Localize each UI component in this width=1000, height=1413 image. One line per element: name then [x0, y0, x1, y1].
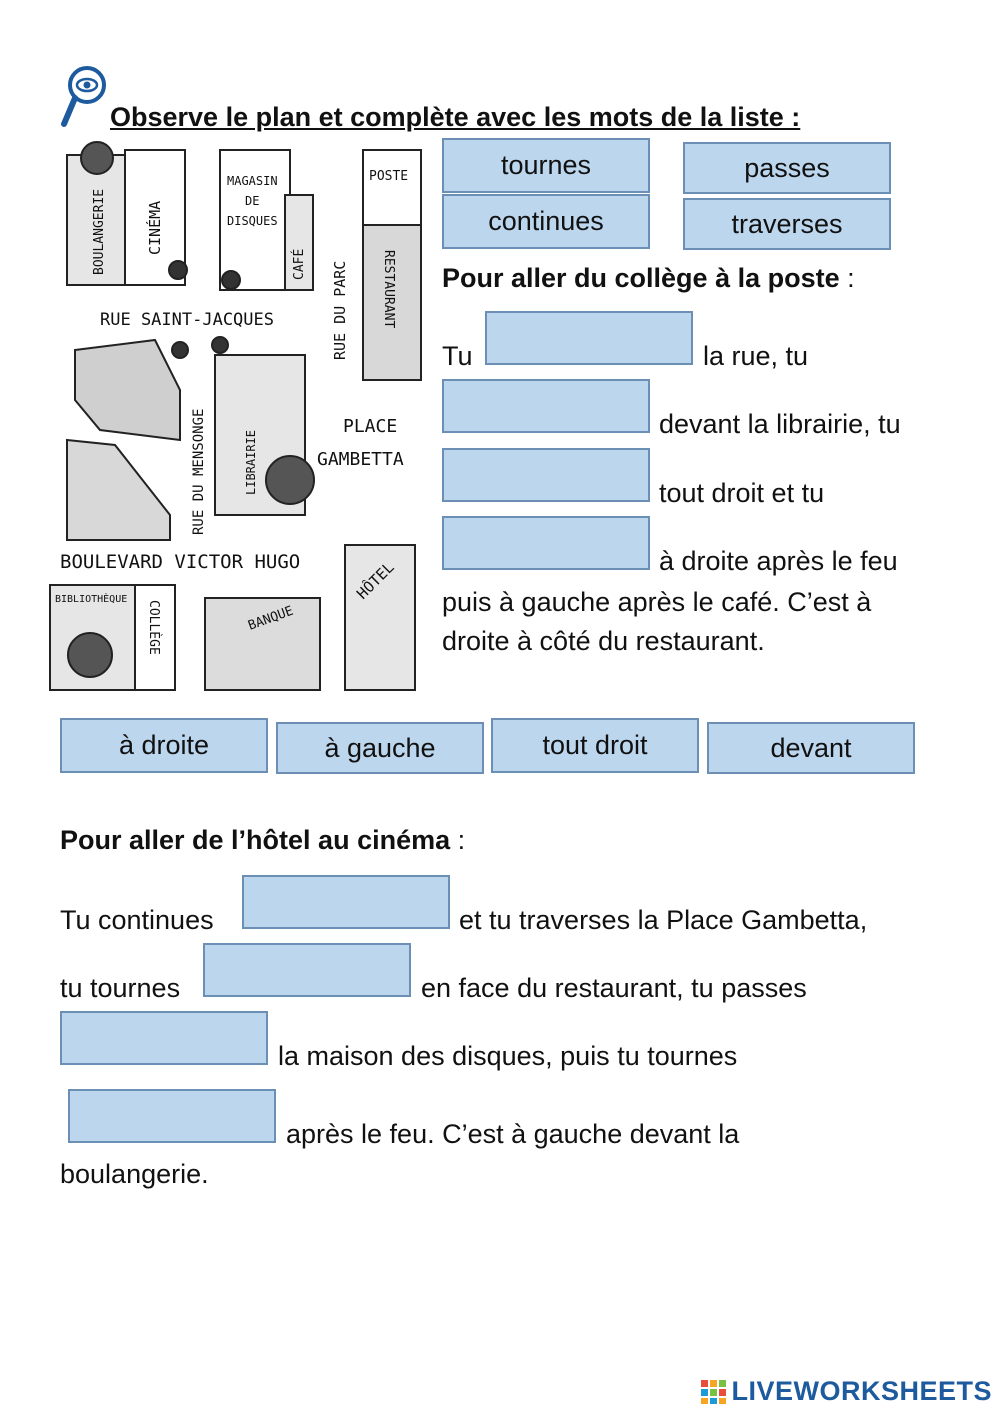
- label-disques: DISQUES: [227, 214, 278, 228]
- label-place: PLACE: [343, 416, 398, 437]
- label-boulevard: BOULEVARD VICTOR HUGO: [60, 551, 301, 573]
- ex1-line4-after: à droite après le feu: [659, 546, 898, 576]
- exercise1-heading-colon: :: [839, 263, 855, 293]
- label-cafe: CAFÉ: [292, 248, 307, 280]
- ex1-answer-1[interactable]: [485, 311, 693, 365]
- word-tournes[interactable]: tournes: [442, 138, 650, 193]
- ex2-answer-4[interactable]: [68, 1089, 276, 1143]
- word-a-gauche[interactable]: à gauche: [276, 722, 484, 774]
- magnifier-eye-icon: [60, 64, 110, 130]
- ex2-line4-after: après le feu. C’est à gauche devant la: [286, 1119, 740, 1149]
- ex2-line5: boulangerie.: [60, 1159, 209, 1189]
- label-restaurant: RESTAURANT: [381, 250, 396, 329]
- label-bibliotheque: BIBLIOTHÈQUE: [55, 594, 128, 605]
- label-banque: BANQUE: [246, 603, 296, 634]
- label-librairie: LIBRAIRIE: [244, 429, 258, 495]
- word-tout-droit[interactable]: tout droit: [491, 718, 699, 773]
- word-continues[interactable]: continues: [442, 194, 650, 249]
- liveworksheets-brand: LIVEWORKSHEETS: [731, 1376, 992, 1406]
- tree-icon: [266, 456, 314, 504]
- ex2-line1-before: Tu continues: [60, 905, 214, 935]
- ex1-answer-4[interactable]: [442, 516, 650, 570]
- school-building: [67, 440, 170, 540]
- ex2-line2-after: en face du restaurant, tu passes: [421, 973, 807, 1003]
- ex2-answer-3[interactable]: [60, 1011, 268, 1065]
- poste-building: [363, 150, 421, 225]
- exercise1-heading: [442, 262, 855, 294]
- tree-icon: [81, 142, 113, 174]
- word-passes[interactable]: passes: [683, 142, 891, 194]
- ex1-line5: puis à gauche après le café. C’est à: [442, 587, 872, 617]
- label-rue-du-mensonge: RUE DU MENSONGE: [191, 408, 207, 535]
- label-cinema: CINÉMA: [146, 200, 164, 255]
- ex1-answer-2[interactable]: [442, 379, 650, 433]
- tree-icon: [68, 633, 112, 677]
- label-gambetta: GAMBETTA: [317, 449, 404, 470]
- ex1-line2-after: devant la librairie, tu: [659, 409, 901, 439]
- liveworksheets-logo-icon: [701, 1380, 727, 1404]
- label-rue-du-parc: RUE DU PARC: [331, 260, 349, 360]
- ex1-line6: droite à côté du restaurant.: [442, 626, 765, 656]
- exercise2-heading: [60, 824, 465, 856]
- ex1-line1-before: Tu: [442, 341, 473, 371]
- word-a-droite[interactable]: à droite: [60, 718, 268, 773]
- label-rue-saint-jacques: RUE SAINT-JACQUES: [100, 310, 274, 330]
- word-devant[interactable]: devant: [707, 722, 915, 774]
- ex2-answer-2[interactable]: [203, 943, 411, 997]
- label-hotel: HÔTEL: [353, 558, 398, 603]
- label-magasin: MAGASIN: [227, 174, 278, 188]
- label-boulangerie: BOULANGERIE: [92, 188, 107, 275]
- label-poste: POSTE: [369, 169, 409, 184]
- house-building: [75, 340, 180, 440]
- ex2-line1-after: et tu traverses la Place Gambetta,: [459, 905, 868, 935]
- banque-building: [205, 598, 320, 690]
- exercise2-heading-bold: Pour aller de l’hôtel au cinéma: [60, 825, 451, 855]
- town-map: [45, 140, 425, 695]
- ex1-answer-3[interactable]: [442, 448, 650, 502]
- ex2-line2-before: tu tournes: [60, 973, 181, 1003]
- label-de: DE: [245, 194, 260, 208]
- page-title: Observe le plan et complète avec les mots de la liste :: [110, 102, 801, 132]
- ex2-line3-after: la maison des disques, puis tu tournes: [278, 1041, 738, 1071]
- ex1-line3-after: tout droit et tu: [659, 478, 825, 508]
- exercise2-heading-colon: :: [450, 825, 466, 855]
- exercise1-heading-bold: Pour aller du collège à la poste: [442, 263, 840, 293]
- label-college: COLLÈGE: [146, 600, 161, 655]
- liveworksheets-logo: [701, 1376, 992, 1407]
- ex2-answer-1[interactable]: [242, 875, 450, 929]
- word-traverses[interactable]: traverses: [683, 198, 891, 250]
- ex1-line1-after: la rue, tu: [703, 341, 809, 371]
